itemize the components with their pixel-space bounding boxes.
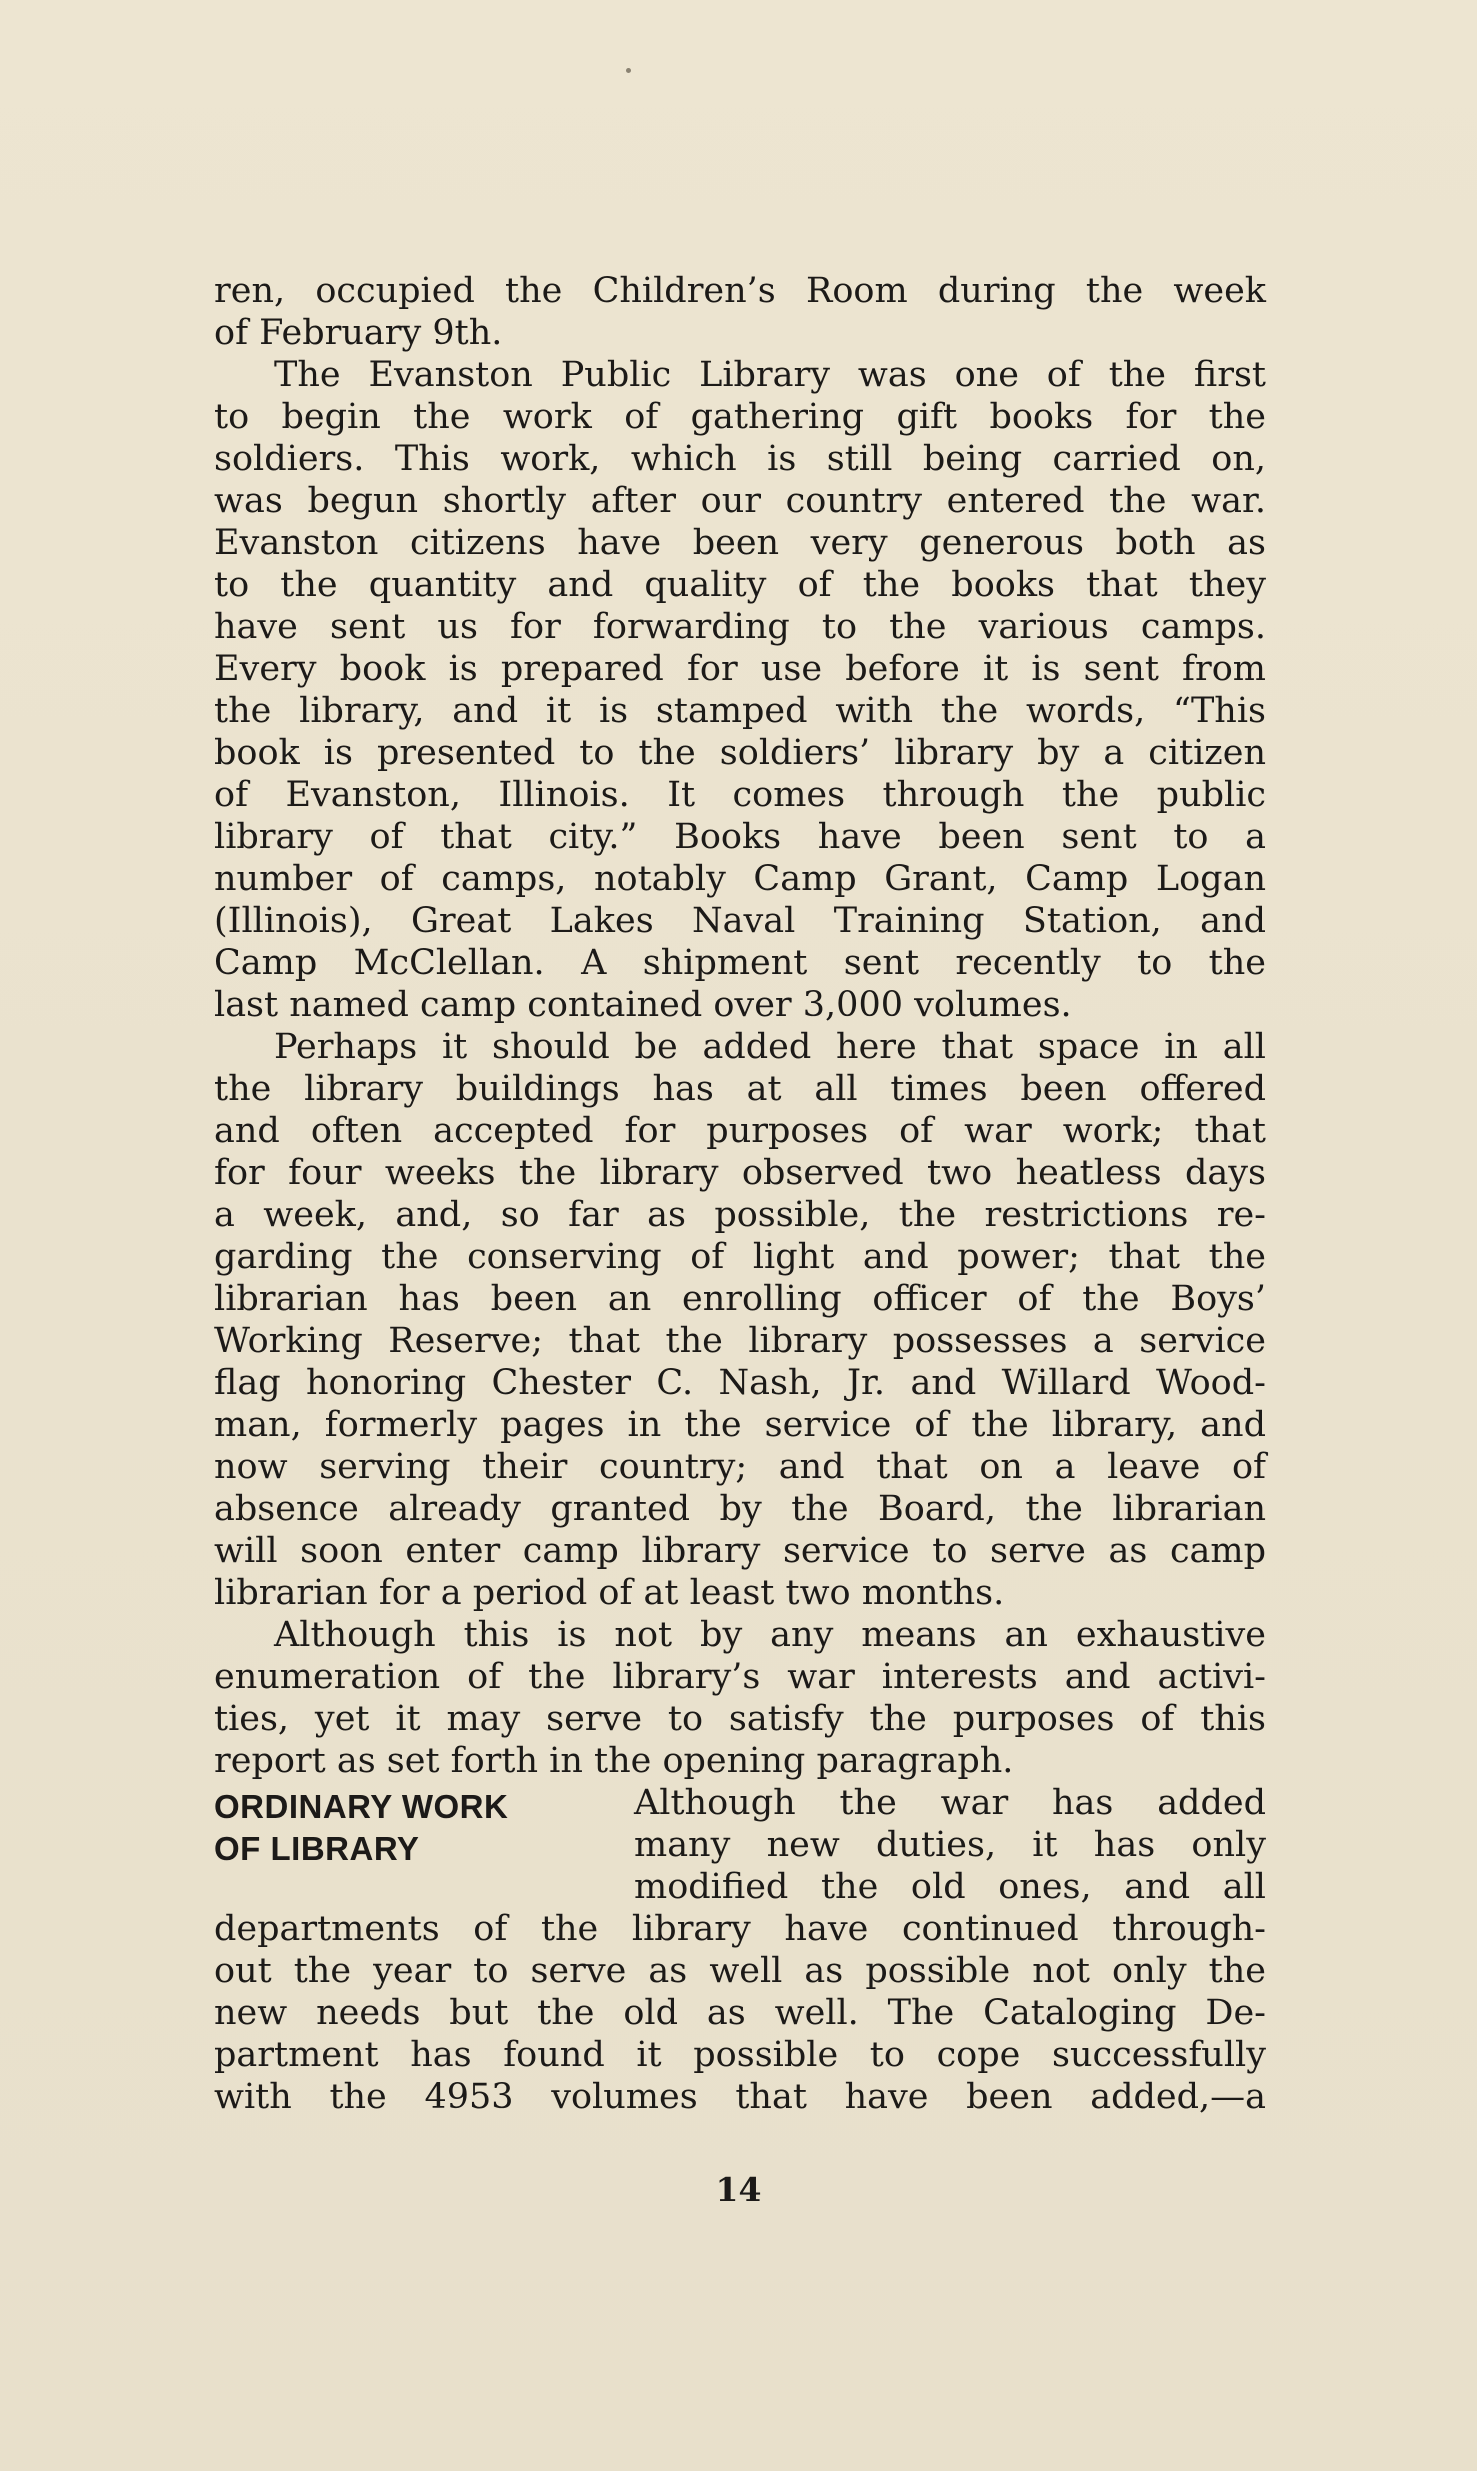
text-line: report as set forth in the opening paragraph. (214, 1741, 1014, 1781)
text-line: librarian has been an enrolling officer of the Boys’ (214, 1279, 1266, 1319)
text-line: last named camp contained over 3,000 volumes. (214, 985, 1072, 1025)
text-line: of February 9th. (214, 313, 503, 353)
text-line: ren, occupied the Children’s Room during the week (214, 271, 1266, 311)
text-line: librarian for a period of at least two months. (214, 1573, 1005, 1613)
paragraph-4 (214, 1614, 1266, 1782)
paper-speck (626, 68, 631, 73)
page-number: 14 (715, 2170, 762, 2209)
text-line: a week, and, so far as possible, the restrictions re- (214, 1195, 1266, 1235)
text-line: Although this is not by any means an exhaustive (274, 1615, 1266, 1655)
text-line: to begin the work of gathering gift books for the (214, 397, 1266, 437)
text-line: of Evanston, Illinois. It comes through the public (214, 775, 1266, 815)
text-line: number of camps, notably Camp Grant, Camp Logan (214, 859, 1266, 899)
text-line: new needs but the old as well. The Cataloging De- (214, 1993, 1266, 2033)
text-line: have sent us for forwarding to the various camps. (214, 607, 1266, 647)
text-line: the library buildings has at all times been offered (214, 1069, 1266, 1109)
text-line: will soon enter camp library service to serve as camp (214, 1531, 1266, 1571)
text-line: departments of the library have continued through- (214, 1909, 1266, 1949)
text-line: garding the conserving of light and power; that the (214, 1237, 1266, 1277)
text-line: absence already granted by the Board, the librarian (214, 1489, 1266, 1529)
text-line: man, formerly pages in the service of the library, and (214, 1405, 1266, 1445)
text-line: partment has found it possible to cope successfully (214, 2035, 1266, 2075)
section-ordinary-work (214, 1782, 1266, 2118)
text-line: modified the old ones, and all (634, 1867, 1266, 1907)
section-heading-line: ORDINARY WORK (214, 1788, 509, 1825)
text-line: the library, and it is stamped with the words, “This (214, 691, 1266, 731)
body-text (214, 270, 1266, 2118)
section-heading (214, 1786, 508, 1870)
text-line: was begun shortly after our country entered the war. (214, 481, 1266, 521)
text-line: with the 4953 volumes that have been added,—a (214, 2077, 1266, 2117)
paragraph-1 (214, 270, 1266, 354)
text-line: to the quantity and quality of the books that they (214, 565, 1266, 605)
text-line: Every book is prepared for use before it is sent from (214, 649, 1266, 689)
text-line: many new duties, it has only (634, 1825, 1266, 1865)
text-line: now serving their country; and that on a leave of (214, 1447, 1266, 1487)
text-line: Evanston citizens have been very generous both as (214, 523, 1266, 563)
text-line: Working Reserve; that the library possesses a service (214, 1321, 1266, 1361)
text-line: Camp McClellan. A shipment sent recently to the (214, 943, 1266, 983)
text-line: flag honoring Chester C. Nash, Jr. and Willard Wood- (214, 1363, 1266, 1403)
paragraph-3 (214, 1026, 1266, 1614)
text-line: enumeration of the library’s war interests and activi- (214, 1657, 1266, 1697)
section-heading-line: OF LIBRARY (214, 1830, 420, 1867)
text-line: ties, yet it may serve to satisfy the purposes of this (214, 1699, 1266, 1739)
text-line: book is presented to the soldiers’ library by a citizen (214, 733, 1266, 773)
text-line: Although the war has added (634, 1783, 1266, 1823)
text-line: Perhaps it should be added here that space in all (274, 1027, 1266, 1067)
text-line: library of that city.” Books have been sent to a (214, 817, 1266, 857)
text-line: for four weeks the library observed two heatless days (214, 1153, 1266, 1193)
text-line: The Evanston Public Library was one of the first (274, 355, 1266, 395)
text-line: (Illinois), Great Lakes Naval Training Station, and (214, 901, 1266, 941)
text-line: soldiers. This work, which is still being carried on, (214, 439, 1266, 479)
paragraph-2 (214, 354, 1266, 1026)
text-line: and often accepted for purposes of war work; that (214, 1111, 1266, 1151)
text-line: out the year to serve as well as possible not only the (214, 1951, 1266, 1991)
